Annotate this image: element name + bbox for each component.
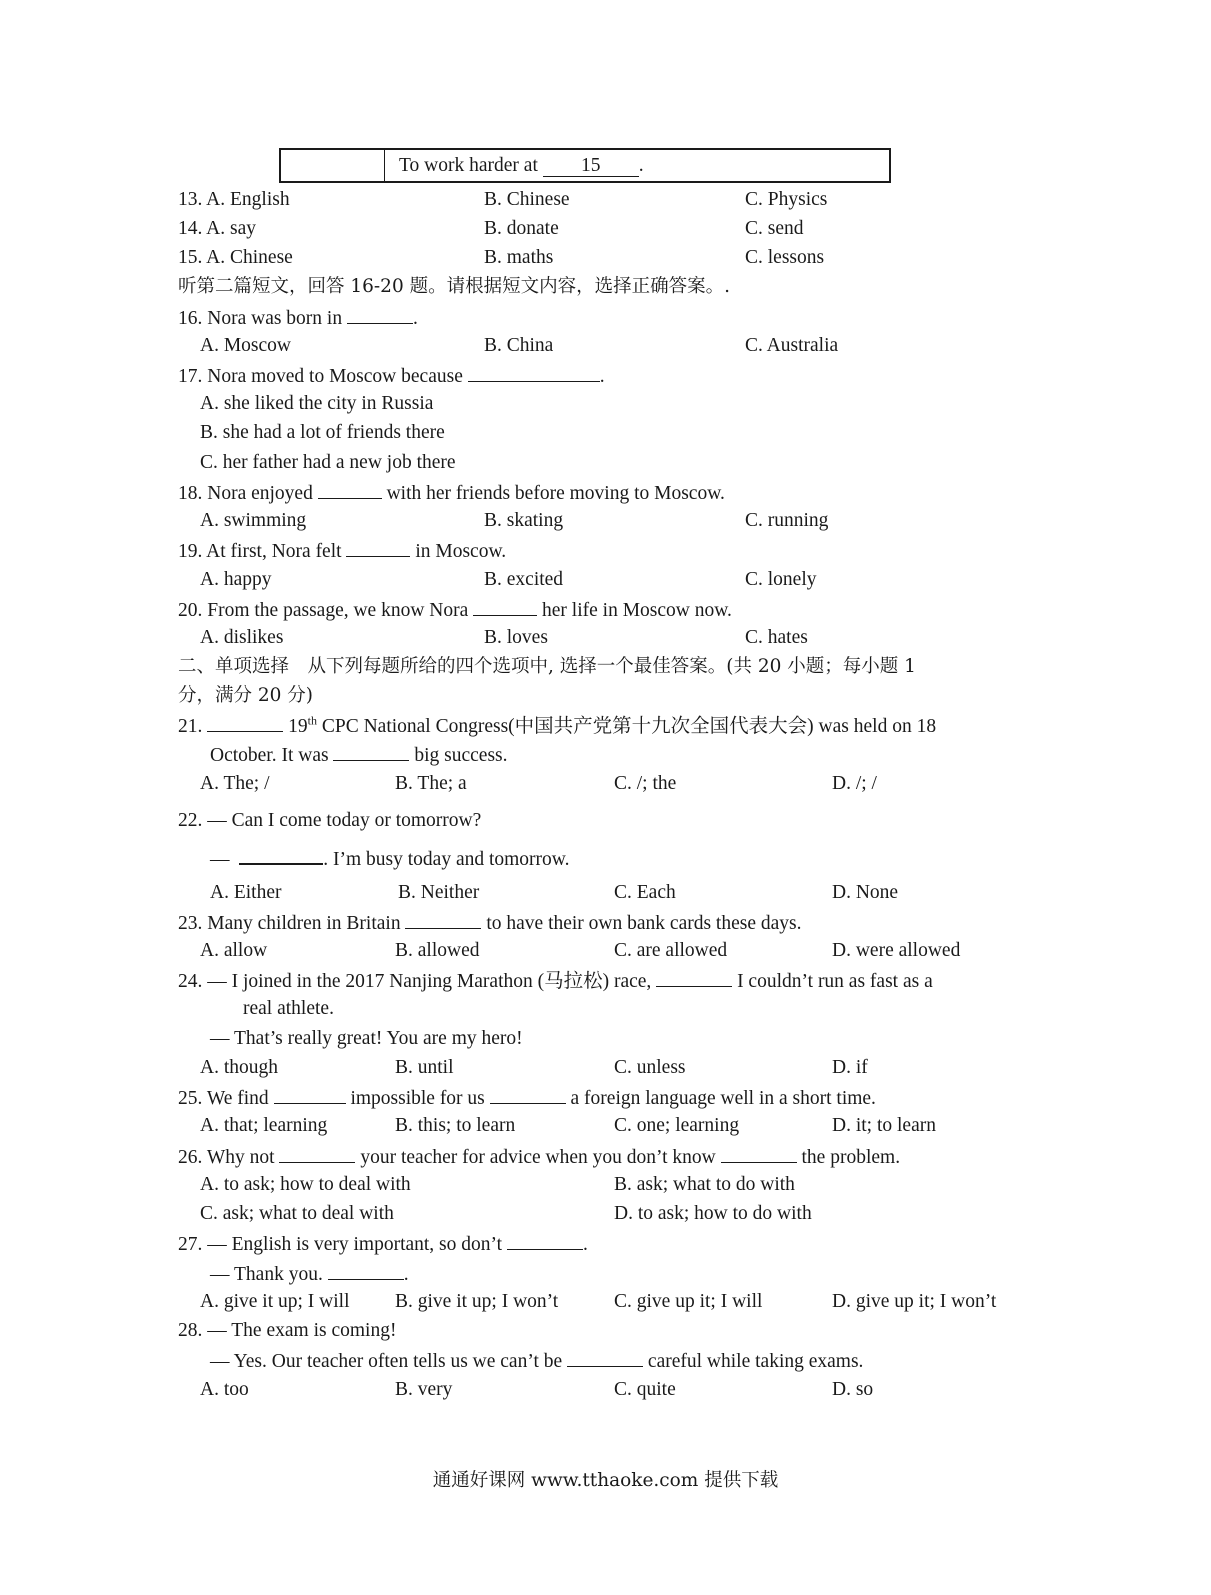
blank bbox=[490, 1085, 566, 1104]
q26-stem bbox=[178, 1144, 900, 1170]
q24-stem-part2: I couldn’t run as fast as a bbox=[737, 971, 933, 992]
q27-stem bbox=[178, 1231, 588, 1257]
blank-number: 15 bbox=[581, 155, 601, 176]
punct: . bbox=[412, 308, 418, 329]
q15-option-b: B. maths bbox=[484, 247, 554, 268]
q28-stem: 28. — The exam is coming! bbox=[178, 1320, 397, 1341]
q17-option-a: A. she liked the city in Russia bbox=[200, 393, 434, 414]
q20-stem-part2: her life in Moscow now. bbox=[542, 600, 732, 621]
q19-stem-part2: in Moscow. bbox=[415, 541, 507, 562]
q27-option-b: B. give it up; I won’t bbox=[395, 1291, 559, 1312]
q22-stem-part2: . I’m busy today and tomorrow. bbox=[323, 849, 570, 870]
q21-option-d: D. /; / bbox=[832, 773, 877, 794]
q14-option-b: B. donate bbox=[484, 218, 559, 239]
q21-stem-part1: CPC National Congress(中国共产党第十九次全国代表大会) was held on 18 bbox=[321, 716, 937, 737]
q27-option-d: D. give up it; I won’t bbox=[832, 1291, 997, 1312]
q16-option-a: A. Moscow bbox=[200, 335, 291, 356]
q20-option-c: C. hates bbox=[745, 627, 808, 648]
q28-reply-part2: careful while taking exams. bbox=[647, 1351, 864, 1372]
blank bbox=[473, 597, 537, 616]
q17-option-c: C. her father had a new job there bbox=[200, 452, 456, 473]
q19-option-b: B. excited bbox=[484, 569, 564, 590]
q25-stem-part3: a foreign language well in a short time. bbox=[570, 1088, 876, 1109]
q22-stem: 22. — Can I come today or tomorrow? bbox=[178, 810, 482, 831]
blank bbox=[405, 910, 481, 929]
q28-option-a: A. too bbox=[200, 1379, 249, 1400]
q18-option-a: A. swimming bbox=[200, 510, 307, 531]
blank bbox=[656, 968, 732, 987]
q16-stem bbox=[178, 305, 418, 331]
q27-reply-text: — Thank you. bbox=[210, 1264, 323, 1285]
blank bbox=[279, 1144, 355, 1163]
q22-stem-cont bbox=[210, 845, 570, 872]
blank bbox=[346, 538, 410, 557]
q18-stem-part2: with her friends before moving to Moscow. bbox=[386, 483, 725, 504]
q24-option-c: C. unless bbox=[614, 1057, 686, 1078]
blank bbox=[239, 845, 323, 865]
blank bbox=[207, 713, 283, 732]
q24-option-b: B. until bbox=[395, 1057, 454, 1078]
q23-option-a: A. allow bbox=[200, 940, 268, 961]
table-cell bbox=[399, 154, 644, 178]
punct: . bbox=[638, 155, 644, 176]
q18-stem bbox=[178, 480, 725, 506]
q18-stem-part1: 18. Nora enjoyed bbox=[178, 483, 313, 504]
q24-reply: — That’s really great! You are my hero! bbox=[210, 1028, 523, 1049]
q25-option-b: B. this; to learn bbox=[395, 1115, 516, 1136]
q25-option-c: C. one; learning bbox=[614, 1115, 740, 1136]
q18-option-c: C. running bbox=[745, 510, 829, 531]
q25-option-d: D. it; to learn bbox=[832, 1115, 936, 1136]
q26-stem-part2: your teacher for advice when you don’t know bbox=[360, 1147, 716, 1168]
punct: . bbox=[582, 1234, 588, 1255]
table-cell-text: To work harder at bbox=[399, 155, 538, 176]
q13-option-c: C. Physics bbox=[745, 189, 828, 210]
q24-option-a: A. though bbox=[200, 1057, 278, 1078]
blank bbox=[347, 305, 413, 324]
q19-stem-part1: 19. At first, Nora felt bbox=[178, 541, 342, 562]
q26-option-c: C. ask; what to deal with bbox=[200, 1203, 394, 1224]
blank bbox=[328, 1261, 404, 1280]
q24-stem-part1: 24. — I joined in the 2017 Nanjing Marathon (马拉松) race, bbox=[178, 971, 652, 992]
q20-stem bbox=[178, 597, 732, 623]
q20-option-a: A. dislikes bbox=[200, 627, 284, 648]
q27-stem-part1: 27. — English is very important, so don’t bbox=[178, 1234, 503, 1255]
q13-option-b: B. Chinese bbox=[484, 189, 570, 210]
blank bbox=[507, 1231, 583, 1250]
q21-number: 21. bbox=[178, 716, 203, 737]
dash: — bbox=[210, 849, 230, 870]
section-2-heading: 二、单项选择 从下列每题所给的四个选项中, 选择一个最佳答案。(共 20 小题；每小题 1 bbox=[178, 656, 916, 677]
q20-stem-part1: 20. From the passage, we know Nora bbox=[178, 600, 469, 621]
q17-option-b: B. she had a lot of friends there bbox=[200, 422, 445, 443]
q25-stem-part1: 25. We find bbox=[178, 1088, 269, 1109]
page-footer: 通通好课网 www.tthaoke.com 提供下载 bbox=[432, 1470, 779, 1491]
q27-reply bbox=[210, 1261, 409, 1287]
q21-option-c: C. /; the bbox=[614, 773, 677, 794]
blank bbox=[721, 1144, 797, 1163]
q21-stem-cont bbox=[210, 742, 508, 768]
answer-table-row bbox=[279, 148, 891, 183]
q28-option-c: C. quite bbox=[614, 1379, 676, 1400]
punct: . bbox=[403, 1264, 409, 1285]
blank-15 bbox=[543, 154, 639, 177]
q19-option-a: A. happy bbox=[200, 569, 272, 590]
q15-option-c: C. lessons bbox=[745, 247, 825, 268]
q21-option-b: B. The; a bbox=[395, 773, 467, 794]
q23-option-c: C. are allowed bbox=[614, 940, 728, 961]
q24-stem-cont: real athlete. bbox=[243, 998, 334, 1019]
q16-option-c: C. Australia bbox=[745, 335, 839, 356]
q26-option-b: B. ask; what to do with bbox=[614, 1174, 795, 1195]
blank bbox=[567, 1348, 643, 1367]
instruction-passage-2: 听第二篇短文，回答 16-20 题。请根据短文内容，选择正确答案。. bbox=[178, 276, 730, 297]
q21-stem-part2: October. It was bbox=[210, 745, 329, 766]
q13-option-a: 13. A. English bbox=[178, 189, 290, 210]
q25-option-a: A. that; learning bbox=[200, 1115, 328, 1136]
q21-stem bbox=[178, 713, 936, 739]
q19-stem bbox=[178, 538, 506, 564]
q15-option-a: 15. A. Chinese bbox=[178, 247, 293, 268]
punct: . bbox=[599, 366, 605, 387]
q21-option-a: A. The; / bbox=[200, 773, 270, 794]
q17-stem-text: 17. Nora moved to Moscow because bbox=[178, 366, 463, 387]
q28-reply-part1: — Yes. Our teacher often tells us we can’t be bbox=[210, 1351, 563, 1372]
q21-ordinal-suffix: th bbox=[307, 713, 317, 728]
q23-option-d: D. were allowed bbox=[832, 940, 961, 961]
q28-option-b: B. very bbox=[395, 1379, 453, 1400]
q14-option-a: 14. A. say bbox=[178, 218, 256, 239]
q26-option-d: D. to ask; how to do with bbox=[614, 1203, 812, 1224]
q26-stem-part1: 26. Why not bbox=[178, 1147, 275, 1168]
q23-stem-part2: to have their own bank cards these days. bbox=[486, 913, 802, 934]
q21-stem-part3: big success. bbox=[414, 745, 508, 766]
blank bbox=[333, 742, 409, 761]
q23-stem-part1: 23. Many children in Britain bbox=[178, 913, 401, 934]
q22-option-b: B. Neither bbox=[398, 882, 480, 903]
q25-stem bbox=[178, 1085, 876, 1111]
q14-option-c: C. send bbox=[745, 218, 804, 239]
q27-option-a: A. give it up; I will bbox=[200, 1291, 350, 1312]
q24-option-d: D. if bbox=[832, 1057, 868, 1078]
q19-option-c: C. lonely bbox=[745, 569, 817, 590]
q21-ordinal: 19 bbox=[288, 716, 308, 737]
q22-option-d: D. None bbox=[832, 882, 899, 903]
q16-option-b: B. China bbox=[484, 335, 554, 356]
q27-option-c: C. give up it; I will bbox=[614, 1291, 763, 1312]
q22-option-a: A. Either bbox=[210, 882, 282, 903]
section-2-heading-cont: 分，满分 20 分) bbox=[178, 685, 314, 706]
blank bbox=[274, 1085, 346, 1104]
q25-stem-part2: impossible for us bbox=[350, 1088, 485, 1109]
q23-option-b: B. allowed bbox=[395, 940, 480, 961]
blank bbox=[318, 480, 382, 499]
q22-option-c: C. Each bbox=[614, 882, 676, 903]
q20-option-b: B. loves bbox=[484, 627, 548, 648]
q26-stem-part3: the problem. bbox=[801, 1147, 901, 1168]
table-divider bbox=[384, 150, 385, 181]
q23-stem bbox=[178, 910, 802, 936]
blank bbox=[468, 363, 600, 382]
q16-stem-text: 16. Nora was born in bbox=[178, 308, 343, 329]
q28-reply bbox=[210, 1348, 863, 1374]
q18-option-b: B. skating bbox=[484, 510, 564, 531]
q26-option-a: A. to ask; how to deal with bbox=[200, 1174, 411, 1195]
q17-stem bbox=[178, 363, 605, 389]
q28-option-d: D. so bbox=[832, 1379, 874, 1400]
q24-stem bbox=[178, 968, 933, 994]
